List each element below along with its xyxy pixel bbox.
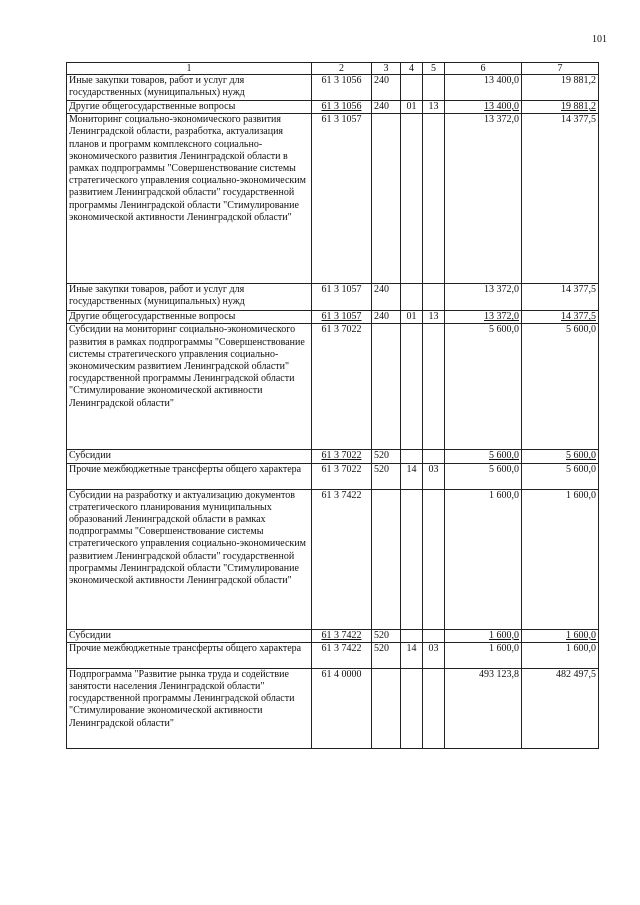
table-row	[67, 489, 599, 629]
row-sum1: 493 123,8	[445, 668, 522, 748]
row-sum2: 5 600,0	[522, 324, 599, 450]
row-sum1: 13 372,0	[445, 284, 522, 311]
row-vr: 240	[372, 101, 401, 114]
row-sum1: 13 372,0	[445, 114, 522, 284]
row-pr	[423, 450, 445, 463]
row-sum1: 13 400,0	[445, 101, 522, 114]
row-vr: 520	[372, 450, 401, 463]
row-sum2: 1 600,0	[522, 629, 599, 642]
row-sum2: 14 377,5	[522, 114, 599, 284]
row-sum2: 14 377,5	[522, 284, 599, 311]
row-name: Иные закупки товаров, работ и услуг для государственных (муниципальных) нужд	[67, 75, 312, 101]
row-sum2: 19 881,2	[522, 101, 599, 114]
row-rz: 14	[401, 642, 423, 668]
col-header-3: 3	[372, 63, 401, 75]
row-code: 61 3 1057	[312, 311, 372, 324]
row-name: Другие общегосударственные вопросы	[67, 311, 312, 324]
row-sum1: 1 600,0	[445, 642, 522, 668]
row-sum1: 5 600,0	[445, 324, 522, 450]
row-vr: 520	[372, 642, 401, 668]
row-code: 61 3 1057	[312, 284, 372, 311]
table-row	[67, 668, 599, 748]
row-pr	[423, 668, 445, 748]
table-row	[67, 101, 599, 114]
row-vr	[372, 114, 401, 284]
row-sum2: 5 600,0	[522, 450, 599, 463]
row-rz	[401, 629, 423, 642]
table-row	[67, 284, 599, 311]
row-vr: 240	[372, 284, 401, 311]
row-rz	[401, 668, 423, 748]
header-row	[67, 63, 599, 75]
row-sum1: 5 600,0	[445, 450, 522, 463]
row-vr: 520	[372, 463, 401, 489]
row-rz	[401, 75, 423, 101]
page-number: 101	[592, 34, 607, 45]
row-rz	[401, 450, 423, 463]
row-rz: 01	[401, 101, 423, 114]
row-code: 61 3 1056	[312, 101, 372, 114]
row-vr: 240	[372, 75, 401, 101]
col-header-7: 7	[522, 63, 599, 75]
row-code: 61 3 7022	[312, 450, 372, 463]
row-code: 61 3 7022	[312, 324, 372, 450]
row-name: Прочие межбюджетные трансферты общего характера	[67, 463, 312, 489]
row-pr	[423, 284, 445, 311]
row-sum1: 13 400,0	[445, 75, 522, 101]
table-row	[67, 463, 599, 489]
row-code: 61 3 7422	[312, 489, 372, 629]
row-sum1: 1 600,0	[445, 489, 522, 629]
row-name: Прочие межбюджетные трансферты общего характера	[67, 642, 312, 668]
row-vr: 520	[372, 629, 401, 642]
row-code: 61 3 7022	[312, 463, 372, 489]
row-pr	[423, 114, 445, 284]
row-vr	[372, 489, 401, 629]
table-row	[67, 324, 599, 450]
row-name: Субсидии	[67, 629, 312, 642]
row-vr	[372, 668, 401, 748]
col-header-4: 4	[401, 63, 423, 75]
table-row	[67, 75, 599, 101]
row-name: Подпрограмма "Развитие рынка труда и содействие занятости населения Ленинградской области" государственной программы Ленинградской области "Стимулирование экономической активности Ленинградской области"	[67, 668, 312, 748]
col-header-5: 5	[423, 63, 445, 75]
row-sum1: 13 372,0	[445, 311, 522, 324]
table-row	[67, 114, 599, 284]
row-code: 61 3 1056	[312, 75, 372, 101]
row-pr	[423, 75, 445, 101]
row-sum2: 14 377,5	[522, 311, 599, 324]
row-rz	[401, 114, 423, 284]
row-sum2: 1 600,0	[522, 642, 599, 668]
row-code: 61 3 7422	[312, 642, 372, 668]
row-code: 61 4 0000	[312, 668, 372, 748]
row-vr	[372, 324, 401, 450]
col-header-6: 6	[445, 63, 522, 75]
row-name: Другие общегосударственные вопросы	[67, 101, 312, 114]
row-name: Субсидии на разработку и актуализацию документов стратегического планирования муниципальных образований Ленинградской области в рамках подпрограммы "Совершенствование системы стратегического управления социально-экономическим развитием Ленинградской области" государственной программы Ленинградской области "Стимулирование экономической активности Ленинградской области"	[67, 489, 312, 629]
row-code: 61 3 7422	[312, 629, 372, 642]
row-sum2: 482 497,5	[522, 668, 599, 748]
row-sum2: 1 600,0	[522, 489, 599, 629]
row-name: Субсидии на мониторинг социально-экономического развития в рамках подпрограммы "Совершенствование системы стратегического управления социально-экономическим развитием Ленинградской области" государственной программы Ленинградской области "Стимулирование экономической активности Ленинградской области"	[67, 324, 312, 450]
row-name: Субсидии	[67, 450, 312, 463]
row-pr	[423, 489, 445, 629]
row-name: Мониторинг социально-экономического развития Ленинградской области, разработка, актуализация планов и программ комплексного социально-экономического развития Ленинградской области в рамках подпрограммы "Совершенствование системы стратегического управления социально-экономическим развитием Ленинградской области" государственной программы Ленинградской области "Стимулирование экономической активности Ленинградской области"	[67, 114, 312, 284]
table-row	[67, 629, 599, 642]
row-code: 61 3 1057	[312, 114, 372, 284]
row-rz	[401, 284, 423, 311]
row-pr: 03	[423, 463, 445, 489]
row-rz: 14	[401, 463, 423, 489]
row-pr: 13	[423, 101, 445, 114]
row-sum2: 19 881,2	[522, 75, 599, 101]
row-rz	[401, 489, 423, 629]
row-name: Иные закупки товаров, работ и услуг для государственных (муниципальных) нужд	[67, 284, 312, 311]
row-rz: 01	[401, 311, 423, 324]
table-row	[67, 450, 599, 463]
row-pr	[423, 629, 445, 642]
row-sum1: 5 600,0	[445, 463, 522, 489]
row-vr: 240	[372, 311, 401, 324]
row-rz	[401, 324, 423, 450]
col-header-2: 2	[312, 63, 372, 75]
col-header-1: 1	[67, 63, 312, 75]
row-pr	[423, 324, 445, 450]
row-sum1: 1 600,0	[445, 629, 522, 642]
row-pr: 13	[423, 311, 445, 324]
budget-table	[66, 62, 599, 749]
table-row	[67, 311, 599, 324]
row-sum2: 5 600,0	[522, 463, 599, 489]
table-row	[67, 642, 599, 668]
row-pr: 03	[423, 642, 445, 668]
